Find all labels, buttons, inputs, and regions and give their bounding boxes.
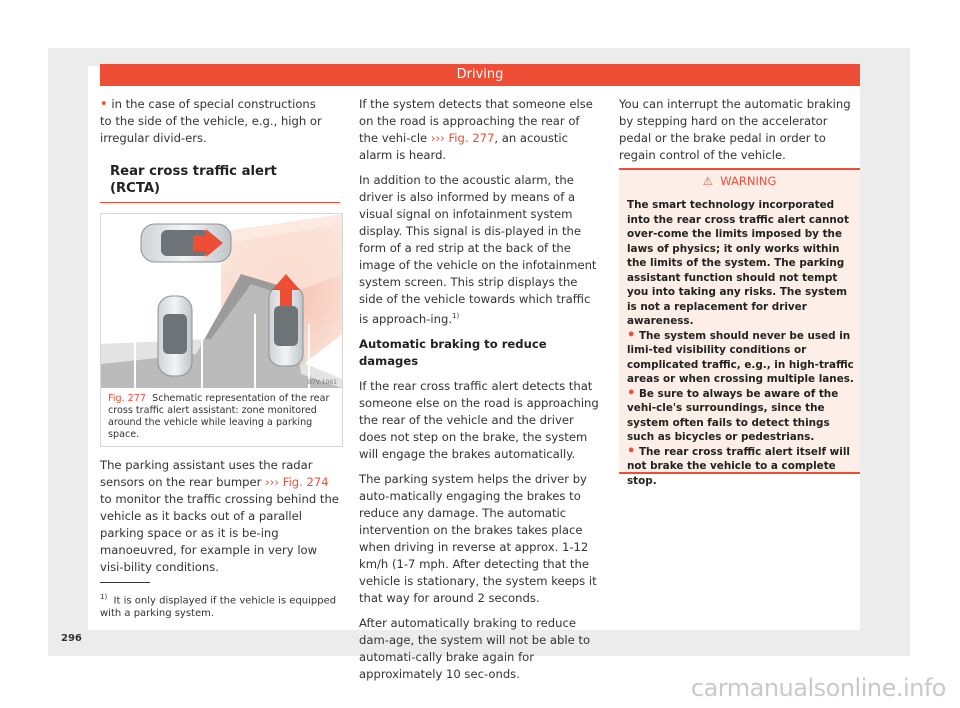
bullet-icon: • bbox=[100, 97, 108, 112]
warning-icon: ⚠ bbox=[702, 174, 713, 188]
footnote-text: It is only displayed if the vehicle is equipped with a parking system. bbox=[100, 595, 337, 620]
column-left-lower bbox=[100, 457, 340, 584]
image-code: B7V-1061 bbox=[307, 379, 337, 386]
paragraph: If the rear cross traffic alert detects that someone else on the road is approaching the rear of the vehicle and the driver does not step on the brake, the system will engage the brakes automatically. bbox=[359, 378, 599, 461]
paragraph: You can interrupt the automatic braking by stepping hard on the accelerator pedal or the brake pedal in order to regain control of the vehicle. bbox=[619, 97, 851, 162]
warning-box bbox=[619, 168, 860, 487]
bullet-icon: • bbox=[627, 443, 636, 459]
parking-illustration bbox=[101, 214, 342, 388]
footnote-rule bbox=[100, 582, 150, 583]
warning-bullet: • The rear cross traffic alert itself will not brake the vehicle to a complete stop. bbox=[627, 443, 850, 487]
watermark: carmanualsonline.info bbox=[690, 674, 946, 702]
figure-caption-text: Schematic representation of the rear cross traffic alert assistant: zone monitored around the vehicle while leaving a parking space. bbox=[108, 393, 330, 440]
section-heading: Rear cross traffic alert (RCTA) bbox=[110, 164, 277, 196]
bullet-icon: • bbox=[627, 385, 636, 401]
heading-rule bbox=[100, 202, 340, 203]
figure-link[interactable]: Fig. 277 bbox=[448, 131, 495, 145]
figure-caption bbox=[108, 393, 338, 441]
warning-title: WARNING bbox=[720, 174, 777, 188]
warning-header bbox=[619, 174, 860, 188]
crossing-car bbox=[141, 224, 231, 262]
figure-link[interactable]: Fig. 274 bbox=[282, 475, 329, 489]
reversing-car bbox=[269, 274, 303, 366]
column-right bbox=[619, 96, 860, 172]
footnote-mark: 1) bbox=[100, 593, 108, 601]
reference-arrow: ››› bbox=[430, 131, 445, 145]
paragraph: The parking system helps the driver by auto-matically engaging the brakes to reduce any damage. The automatic intervention on the brakes takes place when driving in reverse at approx. 1-12 km/h (1-7 mph. After detecting that the vehicle is stationary, the system keeps it that way for around 2 seconds. bbox=[359, 471, 597, 605]
warning-body bbox=[627, 198, 857, 488]
section-title: Driving bbox=[456, 67, 504, 82]
column-middle bbox=[359, 96, 602, 691]
figure-label: Fig. 277 bbox=[108, 393, 146, 404]
subheading: Automatic braking to reduce damages bbox=[359, 336, 547, 368]
figure-277 bbox=[100, 213, 343, 447]
page-number: 296 bbox=[61, 633, 82, 644]
bullet-icon: • bbox=[627, 327, 636, 343]
paragraph: The parking assistant uses the radar sensors on the rear bumper ››› Fig. 274 to monitor the traffic crossing behind the vehicle as it backs out of a parallel parking space or as it is be-ing manoeuvred, for example in very low visi-bility conditions. bbox=[100, 458, 339, 574]
paragraph: After automatically braking to reduce dam-age, the system will not be able to automati-cally brake again for approximately 10 sec-onds. bbox=[359, 615, 591, 681]
footnote bbox=[100, 591, 340, 620]
bullet-paragraph: • in the case of special constructions to the side of the vehicle, e.g., high or irregular divid-ers. bbox=[100, 97, 322, 145]
paragraph: If the system detects that someone else on the road is approaching the rear of the vehi-cle ››› Fig. 277, an acoustic alarm is heard. bbox=[359, 97, 593, 162]
reference-arrow: ››› bbox=[265, 475, 280, 489]
paragraph: In addition to the acoustic alarm, the driver is also informed by means of a visual signal on infotainment system display. This signal is dis-played in the form of a red strip at the back of the image of the vehicle on the infotainment system screen. This strip displays the side of the vehicle towards which traffic is approach-ing.$^{1)}$ bbox=[359, 173, 597, 326]
warning-intro: The smart technology incorporated into the rear cross traffic alert cannot over-come the limits imposed by the laws of physics; it only works within the limits of the system. The parking assistant function should not tempt you into taking any risks. The system is not a replacement for driver awareness. bbox=[627, 199, 849, 327]
column-left bbox=[100, 96, 328, 203]
section-header bbox=[100, 64, 860, 86]
footnote-marker: 1) bbox=[452, 312, 460, 320]
warning-bullet: • Be sure to always be aware of the vehi-cle's surroundings, since the system often fails to detect things such as bicycles or pedestrians. bbox=[627, 385, 839, 443]
parked-car-left bbox=[158, 296, 192, 376]
warning-bullet: • The system should never be used in limi-ted visibility conditions or complicated traffic, e.g., in high-traffic areas or when crossing multiple lanes. bbox=[627, 327, 854, 385]
